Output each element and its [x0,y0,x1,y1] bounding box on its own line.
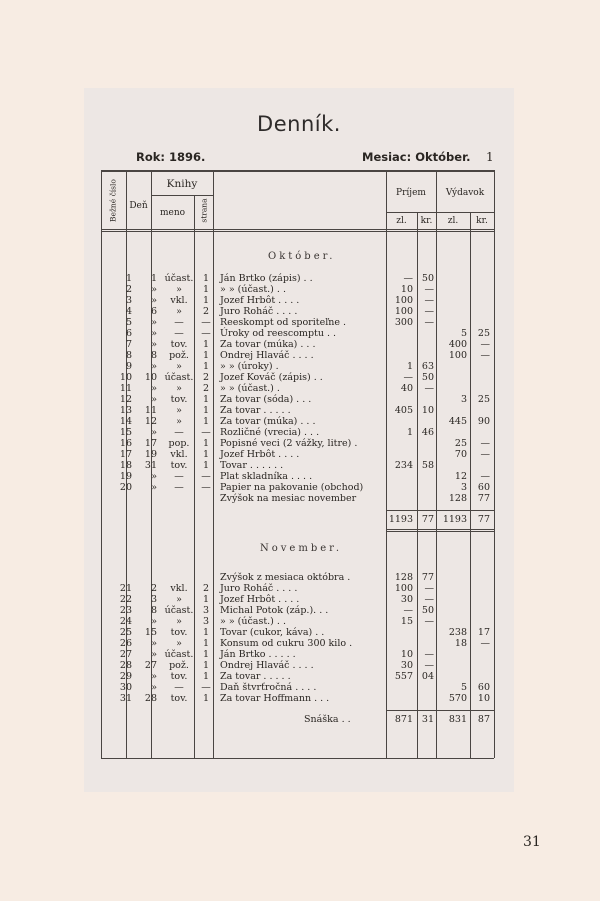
cell-n: 16 [119,438,132,449]
cell-vz: 12 [454,471,467,482]
table-row [84,649,514,660]
total-vz: 1193 [442,514,467,525]
cell-t: Za tovar Hoffmann . . . [220,693,330,704]
cell-pz: 100 [394,295,413,306]
cell-s: 1 [202,438,210,449]
cell-vk: 60 [477,682,490,693]
cell-s: 1 [202,460,210,471]
cell-m: — [174,328,184,339]
header-vydavok-zl: zl. [447,216,459,226]
header-vydavok-kr: kr. [476,216,488,226]
snaska-vk: 87 [477,714,490,725]
snaska-vz: 831 [448,714,467,725]
cell-m: » [176,306,182,317]
cell-pz: — [403,273,413,284]
document-title: Denník. [257,112,341,136]
cell-pk: — [424,594,434,605]
cell-pz: 100 [394,583,413,594]
year-label: Rok: [136,150,166,164]
header-vydavok: Výdavok [445,188,485,198]
cell-m: — [174,682,184,693]
total-pk: 77 [421,514,434,525]
cell-m: účast. [164,605,194,616]
sheet-number: 1 [486,150,494,164]
cell-t: Za tovar . . . . . [220,671,291,682]
cell-d: 12 [144,416,157,427]
cell-n: 11 [119,383,132,394]
cell-pz: 30 [400,594,413,605]
cell-pk: — [424,284,434,295]
cell-m: — [174,471,184,482]
table-row [84,284,514,295]
cell-s: 3 [202,616,210,627]
cell-vk: 90 [477,416,490,427]
cell-d: » [151,383,157,394]
cell-d: » [151,317,157,328]
table-row [84,583,514,594]
cell-t: Ján Brtko (zápis) . . [220,273,313,284]
cell-t: Daň štvrťročná . . . . [220,682,317,693]
cell-pz: 557 [394,671,413,682]
cell-d: » [151,616,157,627]
cell-n: 13 [119,405,132,416]
cell-d: 17 [144,438,157,449]
cell-s: 2 [202,383,210,394]
cell-d: » [151,394,157,405]
table-row [84,361,514,372]
cell-vk: — [480,471,490,482]
cell-vk: — [480,449,490,460]
cell-m: » [176,416,182,427]
cell-s: 1 [202,273,210,284]
cell-t: Za tovar (múka) . . . [220,416,316,427]
cell-n: 31 [119,693,132,704]
cell-pz: 10 [400,649,413,660]
cell-m: pož. [169,660,189,671]
cell-d: 8 [150,350,157,361]
table-row [84,449,514,460]
cell-pk: 77 [421,572,434,583]
cell-d: » [151,649,157,660]
cell-s: 1 [202,295,210,306]
cell-pz: 234 [394,460,413,471]
table-row [84,372,514,383]
table-row [84,671,514,682]
cell-t: Tovar . . . . . . [220,460,284,471]
cell-n: 26 [119,638,132,649]
cell-vk: 60 [477,482,490,493]
cell-t: Michal Potok (záp.). . . [220,605,329,616]
cell-m: účast. [164,273,194,284]
cell-vz: 70 [454,449,467,460]
cell-n: 9 [125,361,132,372]
cell-vk: 25 [477,394,490,405]
cell-t: Zvýšok na mesiac november [220,493,357,504]
cell-t: Za tovar . . . . . [220,405,291,416]
cell-pz: 405 [394,405,413,416]
cell-m: » [176,361,182,372]
cell-n: 20 [119,482,132,493]
cell-pz: 100 [394,306,413,317]
cell-vk: — [480,339,490,350]
cell-t: Jozef Hrbôt . . . . [220,594,300,605]
snaska-pz: 871 [394,714,413,725]
cell-t: Juro Roháč . . . . [220,306,298,317]
cell-pk: — [424,583,434,594]
cell-n: 29 [119,671,132,682]
cell-pk: — [424,660,434,671]
cell-t: Úroky od reescomptu . . [220,328,337,339]
cell-vk: — [480,350,490,361]
cell-vk: — [480,438,490,449]
cell-s: 2 [202,306,210,317]
cell-t: Ondrej Hlaváč . . . . [220,660,314,671]
cell-m: tov. [170,693,188,704]
cell-n: 21 [119,583,132,594]
cell-s: 1 [202,394,210,405]
cell-s: — [201,471,211,482]
cell-s: — [201,482,211,493]
cell-t: Za tovar (múka) . . . [220,339,316,350]
cell-d: 27 [144,660,157,671]
cell-m: vkl. [170,449,188,460]
cell-pk: 50 [421,605,434,616]
cell-s: 1 [202,594,210,605]
cell-n: 5 [125,317,132,328]
cell-t: Jozef Hrbôt . . . . [220,449,300,460]
cell-n: 22 [119,594,132,605]
table-row [84,493,514,504]
cell-t: Jozef Kováč (zápis) . . [220,372,323,383]
section-title-november: November. [260,543,342,554]
cell-m: pož. [169,350,189,361]
cell-d: » [151,284,157,295]
cell-t: Plat skladníka . . . . [220,471,313,482]
cell-m: účast. [164,372,194,383]
cell-d: 2 [150,583,157,594]
table-row [84,317,514,328]
ledger-page [84,88,514,792]
cell-n: 18 [119,460,132,471]
cell-vz: 5 [460,682,467,693]
cell-d: » [151,682,157,693]
table-row [84,427,514,438]
subtotal-rule-2 [386,529,494,530]
cell-s: — [201,328,211,339]
table-row [84,605,514,616]
cell-pz: — [403,605,413,616]
cell-n: 25 [119,627,132,638]
cell-n: 19 [119,471,132,482]
cell-s: 1 [202,671,210,682]
cell-pk: — [424,295,434,306]
table-row [84,416,514,427]
subtotal-rule [386,510,494,511]
cell-t: Papier na pakovanie (obchod) [220,482,364,493]
cell-s: — [201,317,211,328]
cell-d: 8 [150,605,157,616]
snaska-rule [386,710,494,711]
cell-t: » » (účast.) . . [220,284,286,295]
cell-m: pop. [168,438,190,449]
cell-pk: 10 [421,405,434,416]
cell-s: 1 [202,449,210,460]
cell-d: » [151,671,157,682]
cell-t: » » (účast.) . [220,383,280,394]
table-row [84,273,514,284]
cell-pz: 1 [406,361,413,372]
cell-d: » [151,482,157,493]
cell-n: 10 [119,372,132,383]
table-row [84,339,514,350]
cell-t: Juro Roháč . . . . [220,583,298,594]
cell-vz: 445 [448,416,467,427]
cell-m: tov. [170,460,188,471]
header-prijem: Príjem [396,188,426,198]
snaska-label: Snáška . . [304,714,351,725]
cell-n: 3 [125,295,132,306]
cell-n: 28 [119,660,132,671]
cell-t: Za tovar (sóda) . . . [220,394,312,405]
cell-t: Tovar (cukor, káva) . . [220,627,325,638]
cell-m: » [176,405,182,416]
cell-s: 1 [202,693,210,704]
cell-vz: 100 [448,350,467,361]
cell-d: 15 [144,627,157,638]
cell-m: tov. [170,394,188,405]
cell-t: Rozličné (vrecia) . . . [220,427,320,438]
cell-pz: 10 [400,284,413,295]
page-number: 31 [523,834,541,850]
cell-d: 10 [144,372,157,383]
header-prijem-zl: zl. [396,216,407,226]
cell-s: 1 [202,649,210,660]
cell-t: » » (úroky) . [220,361,279,372]
cell-n: 1 [125,273,132,284]
cell-n: 6 [125,328,132,339]
cell-vk: — [480,638,490,649]
header-prijem-kr: kr. [420,216,433,226]
cell-vk: 77 [477,493,490,504]
cell-d: 31 [144,460,157,471]
cell-pz: 1 [406,427,413,438]
year-value: 1896. [169,150,206,164]
cell-pk: — [424,383,434,394]
cell-pz: 15 [400,616,413,627]
cell-m: » [176,594,182,605]
cell-pk: — [424,649,434,660]
money-subheader-rule [386,212,494,213]
cell-m: vkl. [170,295,188,306]
cell-s: 1 [202,361,210,372]
cell-n: 27 [119,649,132,660]
cell-t: Ondrej Hlaváč . . . . [220,350,314,361]
cell-pz: 128 [394,572,413,583]
table-row [84,660,514,671]
cell-vk: 25 [477,328,490,339]
cell-pz: 40 [400,383,413,394]
cell-vk: 10 [477,693,490,704]
cell-n: 23 [119,605,132,616]
table-row [84,295,514,306]
cell-m: účast. [164,649,194,660]
table-row [84,383,514,394]
ledger-table [84,88,514,792]
cell-d: » [151,295,157,306]
table-row [84,572,514,583]
cell-pk: — [424,616,434,627]
table-row [84,693,514,704]
header-strana: strana [199,198,209,223]
cell-pk: 50 [421,372,434,383]
cell-s: 3 [202,605,210,616]
table-row [84,306,514,317]
cell-vz: 238 [448,627,467,638]
section-title-october: Október. [268,251,336,262]
cell-pk: 58 [421,460,434,471]
cell-d: 1 [150,273,157,284]
cell-d: » [151,361,157,372]
table-bottom-rule [101,758,494,759]
cell-m: » [176,616,182,627]
cell-d: » [151,339,157,350]
cell-m: » [176,383,182,394]
cell-pk: — [424,317,434,328]
cell-s: 1 [202,660,210,671]
cell-vz: 3 [460,394,467,405]
table-row [84,460,514,471]
total-vk: 77 [477,514,490,525]
cell-n: 8 [125,350,132,361]
cell-n: 15 [119,427,132,438]
table-row [84,394,514,405]
total-pz: 1193 [388,514,413,525]
cell-t: Reeskompt od sporiteľne . [220,317,347,328]
cell-s: 1 [202,284,210,295]
cell-vz: 3 [460,482,467,493]
cell-d: 11 [144,405,157,416]
table-row [84,616,514,627]
snaska-pk: 31 [421,714,434,725]
cell-m: » [176,284,182,295]
cell-s: 1 [202,339,210,350]
cell-pk: 04 [421,671,434,682]
cell-t: Zvýšok z mesiaca októbra . [220,572,351,583]
cell-s: 1 [202,627,210,638]
cell-s: 2 [202,583,210,594]
cell-d: 3 [150,594,157,605]
cell-m: vkl. [170,583,188,594]
cell-s: — [201,427,211,438]
header-cislo: Bežné číslo [108,179,118,222]
table-row [84,594,514,605]
cell-n: 24 [119,616,132,627]
month-value: Október. [415,150,471,164]
header-knihy: Knihy [166,178,198,190]
cell-d: 28 [144,693,157,704]
header-den: Deň [129,201,148,211]
cell-n: 30 [119,682,132,693]
cell-m: tov. [170,627,188,638]
cell-vz: 128 [448,493,467,504]
cell-d: 19 [144,449,157,460]
cell-vz: 5 [460,328,467,339]
table-row [84,328,514,339]
cell-t: Popisné veci (2 vážky, litre) . [220,438,358,449]
cell-m: — [174,482,184,493]
subtotal-rule-3 [386,531,494,532]
cell-n: 2 [125,284,132,295]
cell-d: 6 [150,306,157,317]
cell-m: — [174,427,184,438]
total-row [84,514,514,525]
cell-vz: 18 [454,638,467,649]
cell-pz: 300 [394,317,413,328]
table-row [84,438,514,449]
table-row [84,350,514,361]
cell-s: 1 [202,350,210,361]
cell-pz: — [403,372,413,383]
table-row [84,638,514,649]
table-row [84,471,514,482]
cell-m: tov. [170,671,188,682]
cell-s: 2 [202,372,210,383]
cell-n: 12 [119,394,132,405]
table-row [84,405,514,416]
cell-d: » [151,471,157,482]
cell-pk: 50 [421,273,434,284]
cell-m: tov. [170,339,188,350]
cell-t: Jozef Hrbôt . . . . [220,295,300,306]
cell-vk: 17 [477,627,490,638]
table-row [84,682,514,693]
month-label: Mesiac: [362,150,412,164]
cell-m: — [174,317,184,328]
cell-t: » » (účast.) . . [220,616,286,627]
cell-d: » [151,328,157,339]
cell-t: Ján Brtko . . . . . [220,649,296,660]
cell-pk: 63 [421,361,434,372]
cell-t: Konsum od cukru 300 kilo . [220,638,353,649]
cell-vz: 400 [448,339,467,350]
cell-s: 1 [202,638,210,649]
cell-pz: 30 [400,660,413,671]
cell-pk: 46 [421,427,434,438]
table-row [84,482,514,493]
header-meno: meno [159,208,186,218]
cell-d: » [151,427,157,438]
cell-vz: 570 [448,693,467,704]
cell-n: 14 [119,416,132,427]
snaska-row [84,714,514,725]
cell-s: 1 [202,405,210,416]
cell-s: — [201,682,211,693]
table-row [84,627,514,638]
cell-s: 1 [202,416,210,427]
cell-n: 4 [125,306,132,317]
cell-n: 7 [125,339,132,350]
cell-d: » [151,638,157,649]
cell-vz: 25 [454,438,467,449]
cell-m: » [176,638,182,649]
cell-pk: — [424,306,434,317]
cell-n: 17 [119,449,132,460]
